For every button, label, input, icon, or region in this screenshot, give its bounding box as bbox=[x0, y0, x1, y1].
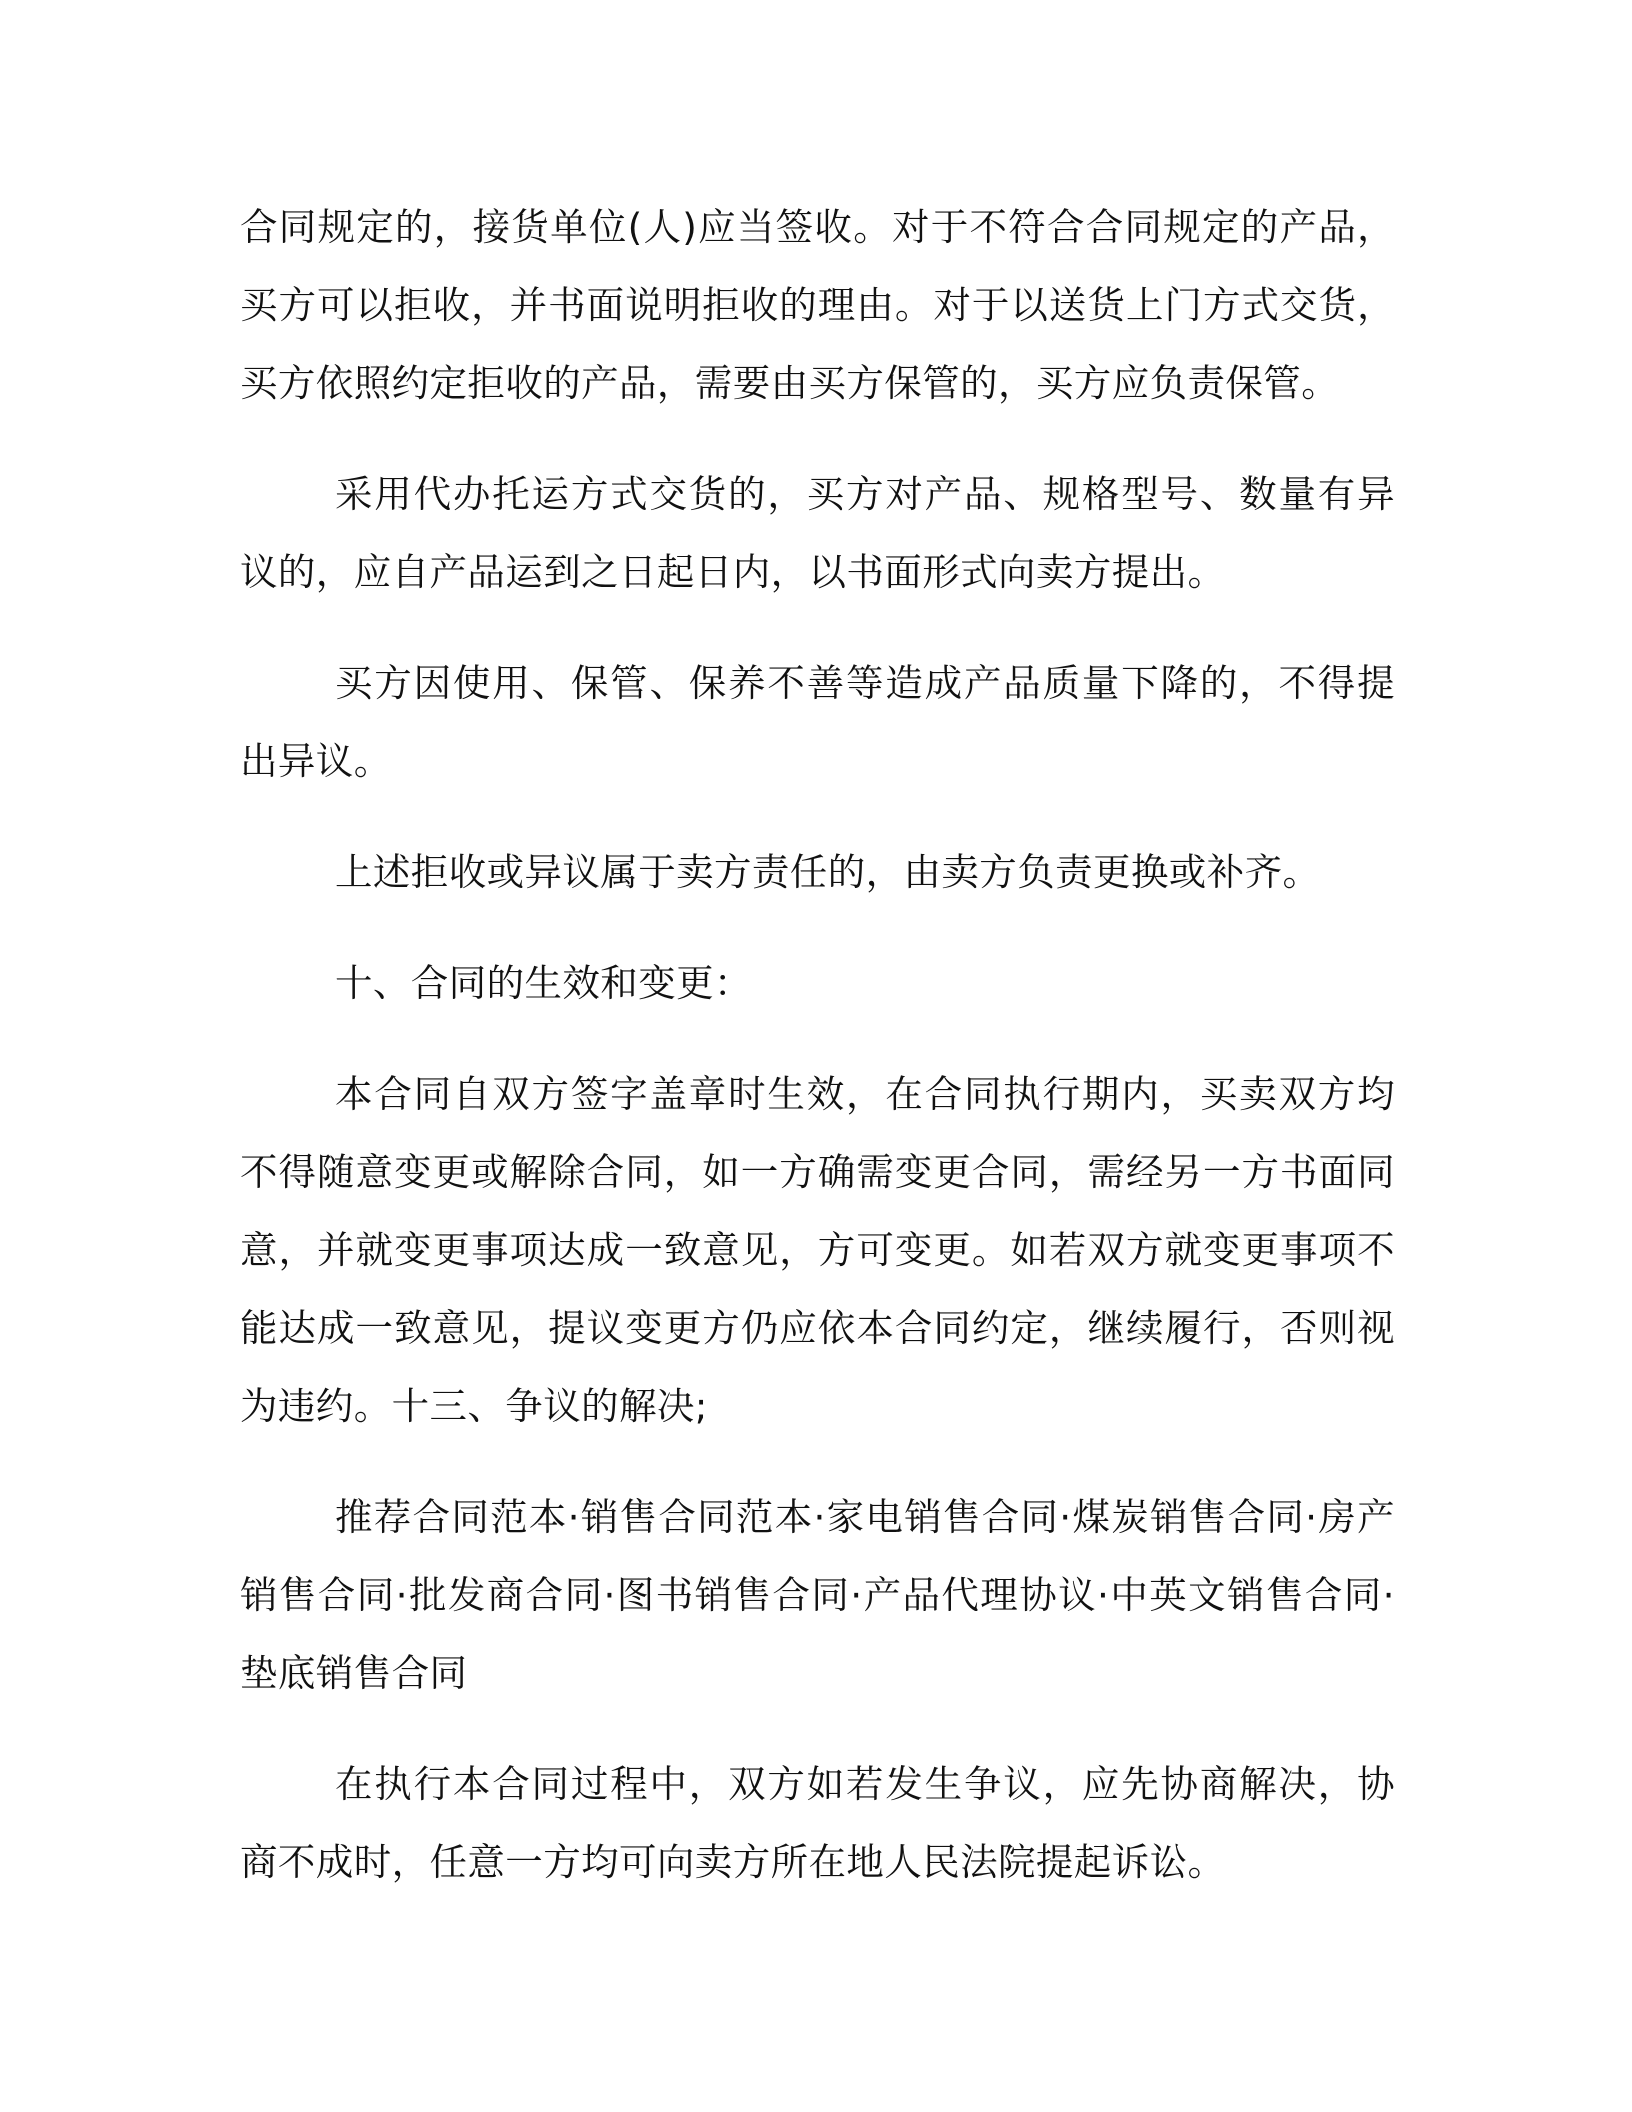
paragraph-contract-effect: 本合同自双方签字盖章时生效，在合同执行期内，买卖双方均不得随意变更或解除合同，如一方确需变更合同，需经另一方书面同意，并就变更事项达成一致意见，方可变更。如若双方就变更事项不能达成一致意见，提议变更方仍应依本合同约定，继续履行，否则视为违约。十三、争议的解决; bbox=[240, 1072, 1395, 1428]
paragraph-consignment-objection: 采用代办托运方式交货的，买方对产品、规格型号、数量有异议的，应自产品运到之日起日内，以书面形式向卖方提出。 bbox=[240, 472, 1395, 594]
paragraph-acceptance-rules: 合同规定的，接货单位(人)应当签收。对于不符合合同规定的产品，买方可以拒收，并书面说明拒收的理由。对于以送货上门方式交货，买方依照约定拒收的产品，需要由买方保管的，买方应负责保管。 bbox=[240, 205, 1395, 405]
paragraph-buyer-misuse: 买方因使用、保管、保养不善等造成产品质量下降的，不得提出异议。 bbox=[240, 661, 1395, 783]
paragraph-seller-responsibility: 上述拒收或异议属于卖方责任的，由卖方负责更换或补齐。 bbox=[335, 850, 1321, 894]
paragraph-dispute-resolution: 在执行本合同过程中，双方如若发生争议，应先协商解决，协商不成时，任意一方均可向卖方所在地人民法院提起诉讼。 bbox=[240, 1762, 1395, 1884]
section-heading-effect-and-change: 十、合同的生效和变更： bbox=[335, 961, 752, 1005]
document-body bbox=[240, 188, 1395, 1934]
paragraph-recommended-templates: 推荐合同范本·销售合同范本·家电销售合同·煤炭销售合同·房产销售合同·批发商合同·图书销售合同·产品代理协议·中英文销售合同·垫底销售合同 bbox=[240, 1495, 1395, 1695]
